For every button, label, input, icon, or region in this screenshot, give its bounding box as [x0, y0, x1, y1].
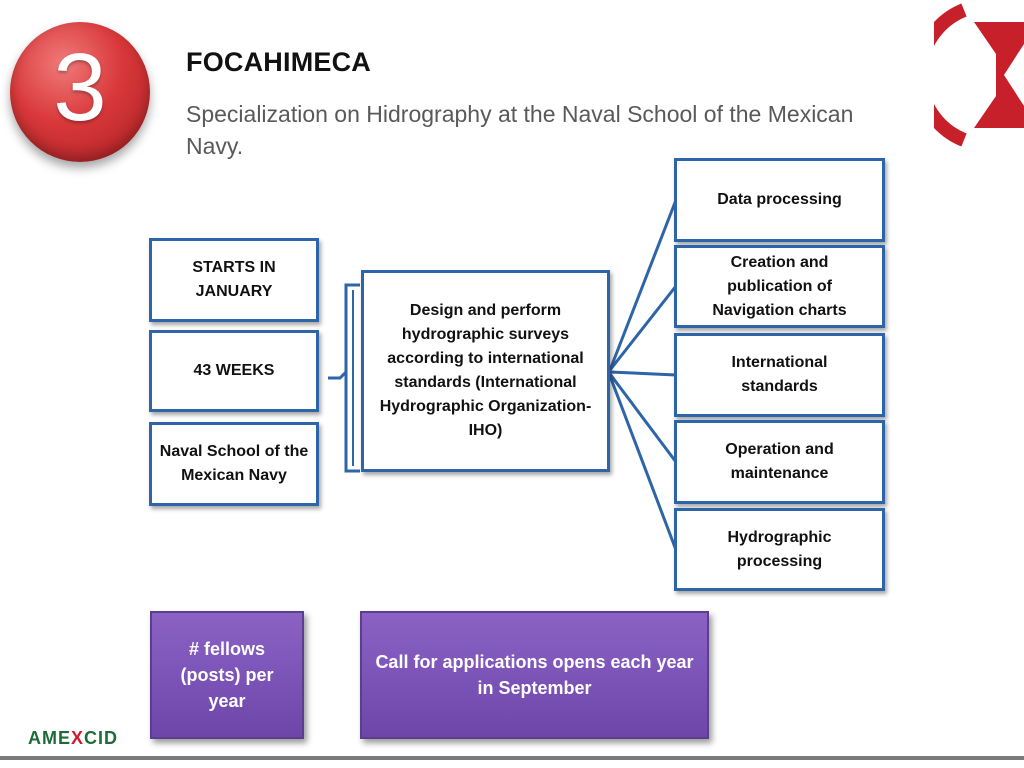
- footer-divider: [0, 756, 1024, 760]
- amexcid-logo-prefix: AME: [28, 728, 71, 748]
- page-subtitle: Specialization on Hidrography at the Naval School of the Mexican Navy.: [186, 101, 854, 159]
- topic-hydrographic-processing-box: Hydrographic processing: [674, 508, 885, 591]
- fellows-per-year-box: # fellows (posts) per year: [150, 611, 304, 739]
- page-title: FOCAHIMECA: [186, 47, 371, 77]
- amexcid-logo-x: X: [71, 728, 85, 748]
- step-number: 3: [53, 34, 107, 141]
- duration-start-box: STARTS IN JANUARY: [149, 238, 319, 322]
- topic-data-processing-box: Data processing: [674, 158, 885, 242]
- call-for-applications-box: Call for applications opens each year in September: [360, 611, 709, 739]
- duration-weeks-box: 43 WEEKS: [149, 330, 319, 412]
- topic-operation-maintenance-box: Operation and maintenance: [674, 420, 885, 504]
- topic-international-standards-box: International standards: [674, 333, 885, 417]
- venue-box: Naval School of the Mexican Navy: [149, 422, 319, 506]
- objective-box: Design and perform hydrographic surveys according to international standards (International Hydrographic Organization-IHO): [361, 270, 610, 472]
- amexcid-logo: [28, 728, 118, 749]
- amexcid-logo-suffix: CID: [84, 728, 119, 748]
- topic-navigation-charts-box: Creation and publication of Navigation charts: [674, 245, 885, 328]
